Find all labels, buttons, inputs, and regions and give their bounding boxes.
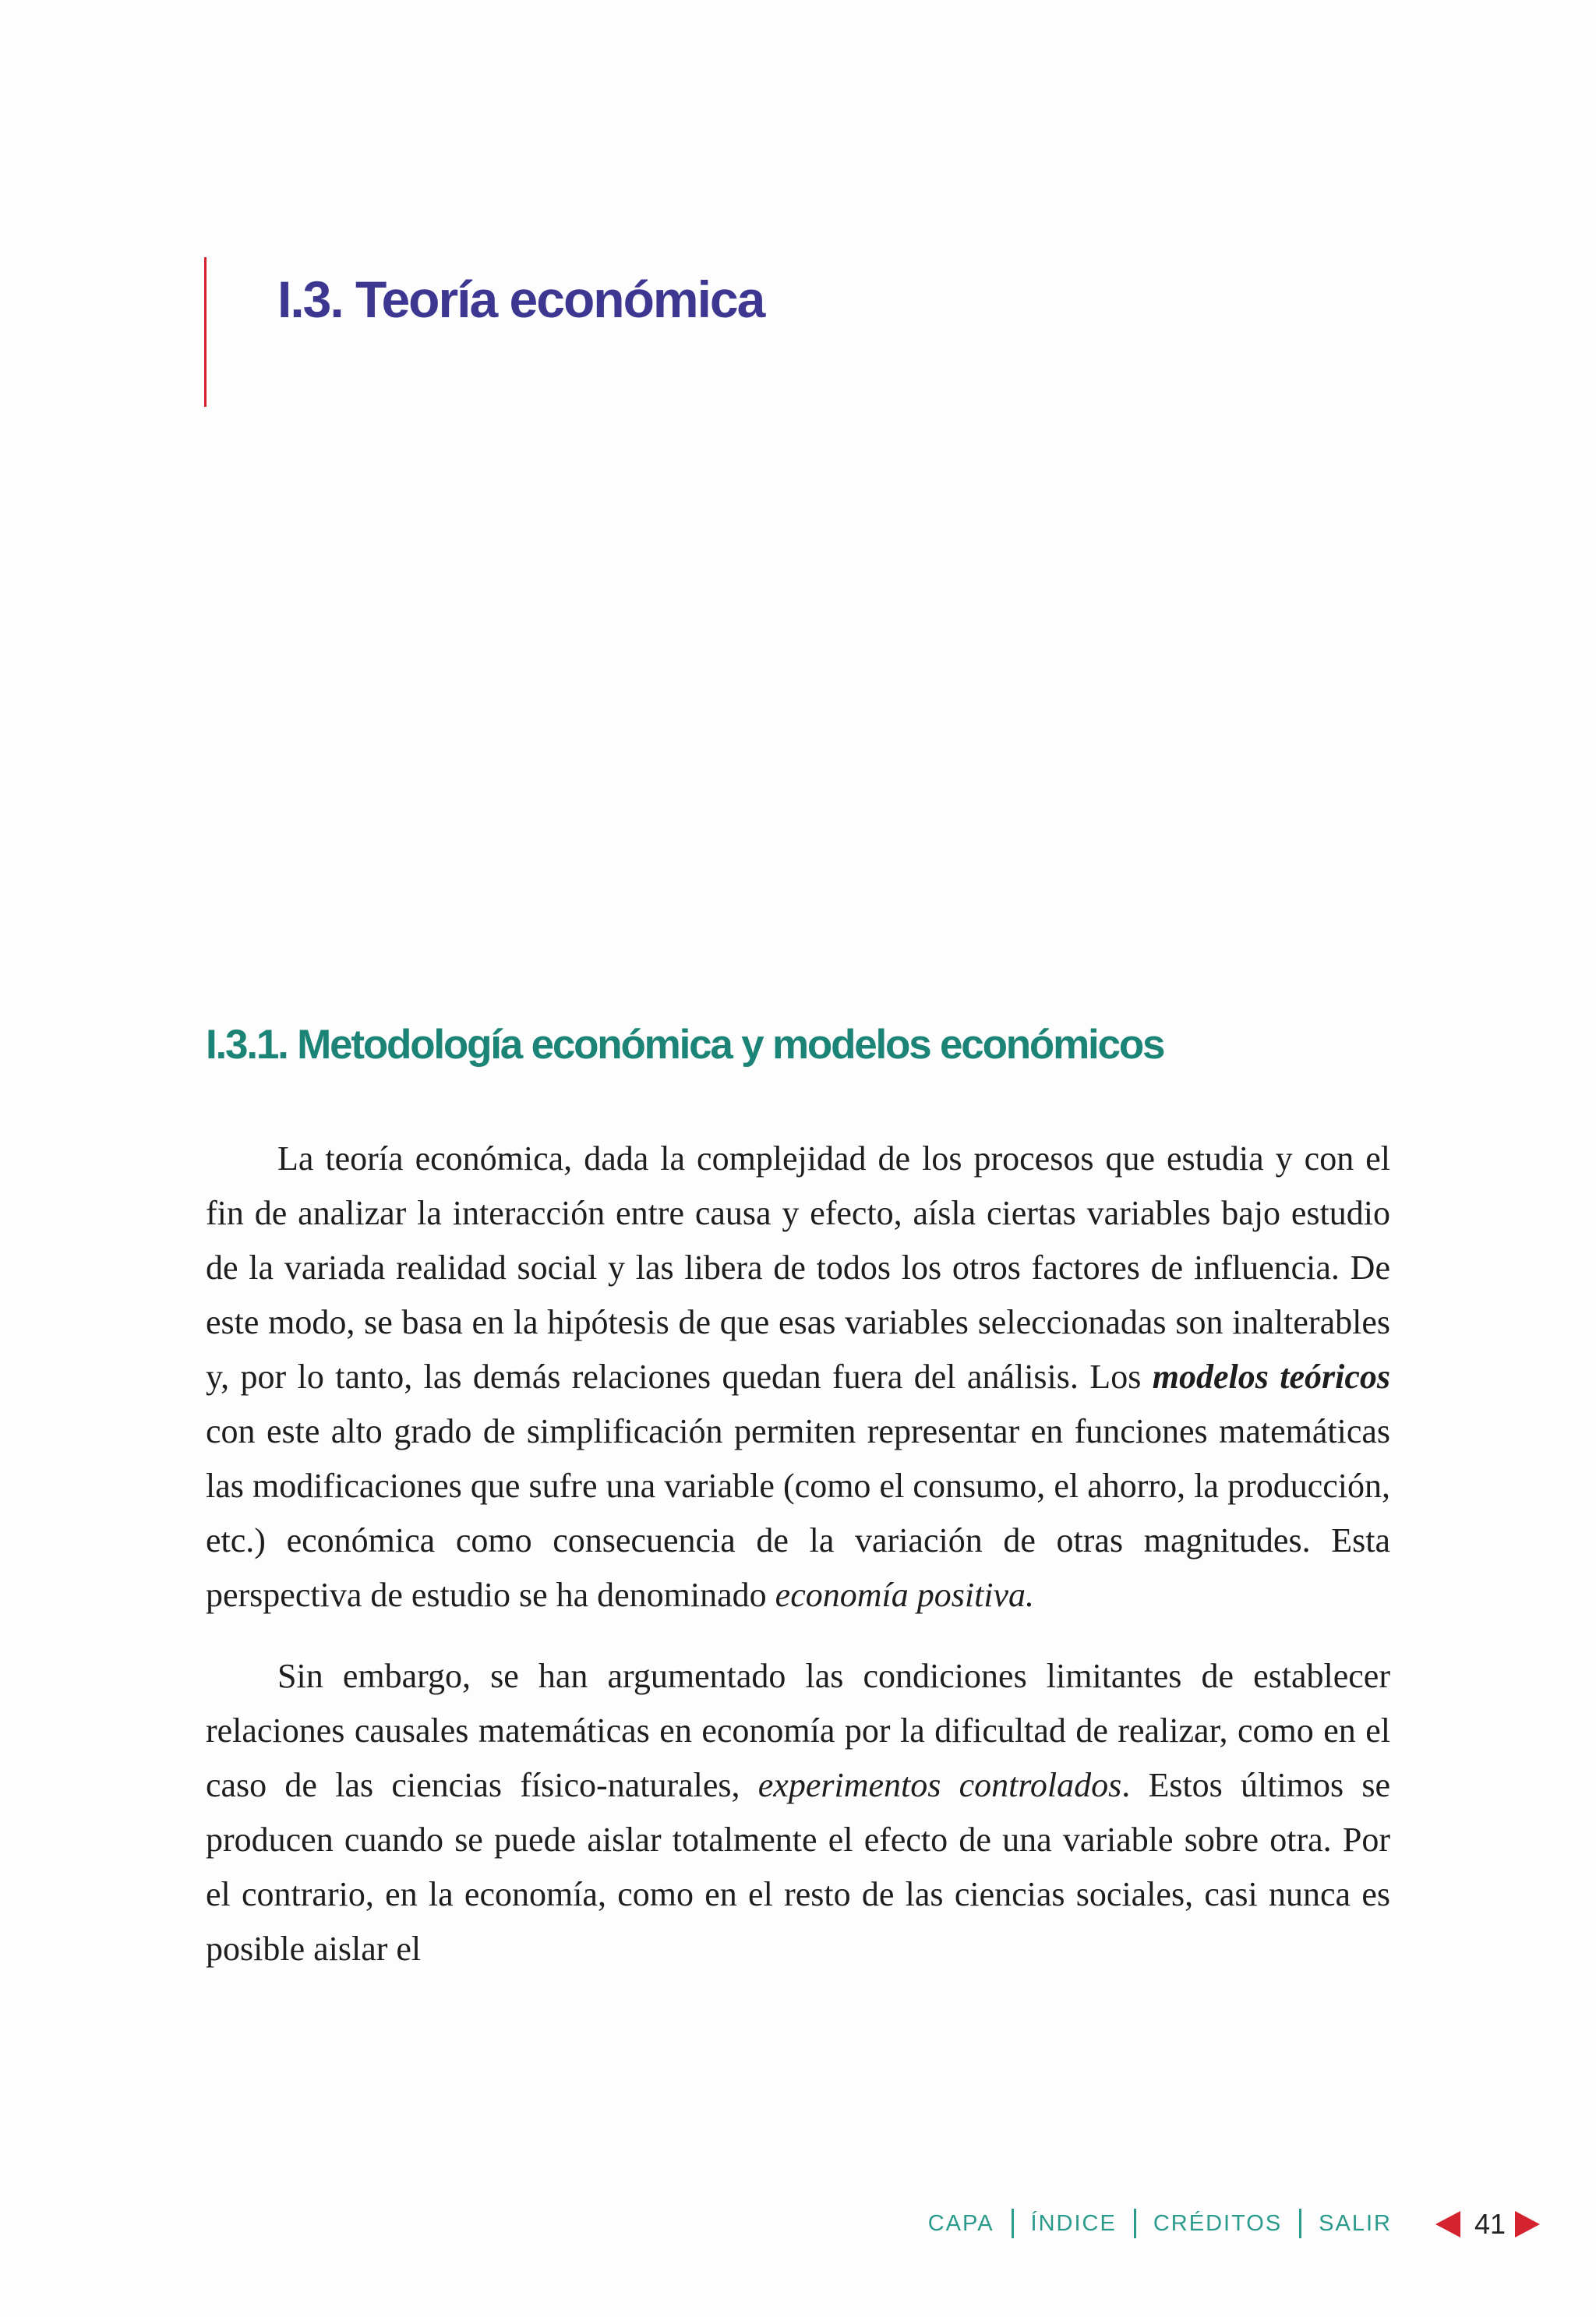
term-economia-positiva: economía positiva. [775,1576,1035,1614]
paragraph-2 [206,1649,1390,1976]
paragraph-1-text-c: con este alto grado de simplificación permiten representar en funciones matemáticas las modificaciones que sufre una variable (como el consumo, el ahorro, la producción, etc.) económica como consecuencia de la variación de otras magnitudes. Esta perspectiva de estudio se ha denominado [206,1412,1390,1614]
previous-page-icon[interactable] [1435,2211,1460,2238]
term-experimentos-controlados: experimentos controlados [757,1766,1122,1804]
page-number: 41 [1474,2208,1506,2240]
nav-separator [1134,2209,1136,2238]
term-modelos-teoricos: modelos teóricos [1152,1358,1391,1396]
nav-separator [1299,2209,1301,2238]
paragraph-2-text-a: Sin embargo, se han argumentado las condiciones limitantes de establecer relaciones causales matemáticas en economía por la dificultad de realizar, como en el caso de las ciencias físico-naturales, [206,1657,1390,1804]
paragraph-1-text-a: La teoría económica, dada la complejidad de los procesos que estudia y con el fin de analizar la interacción entre causa y efecto, aísla ciertas variables bajo estudio de la variada realidad social y las libera de todos los otros factores de influencia. De este modo, se basa en la hipótesis de que esas variables seleccionadas son inalterables y, por lo tanto, las demás relaciones quedan fuera del análisis. Los [206,1139,1390,1396]
next-page-icon[interactable] [1515,2211,1540,2238]
body-text [206,1132,1390,2003]
nav-link-capa[interactable]: CAPA [927,2210,994,2236]
footer-nav [928,2207,1392,2240]
nav-separator [1012,2209,1014,2238]
chapter-accent-bar [204,257,207,407]
nav-link-indice[interactable]: ÍNDICE [1030,2210,1117,2236]
nav-link-salir[interactable]: SALIR [1319,2210,1392,2236]
section-title: I.3.1. Metodología económica y modelos económicos [206,1022,1164,1068]
nav-link-creditos[interactable]: CRÉDITOS [1153,2210,1283,2236]
paragraph-2-text-c: . Estos últimos se producen cuando se puede aislar totalmente el efecto de una variable sobre otra. Por el contrario, en la economía, como en el resto de las ciencias sociales, casi nunca es posible aislar el [206,1766,1390,1968]
pager [1435,2205,1540,2244]
paragraph-1 [206,1132,1390,1623]
chapter-title: I.3. Teoría económica [277,270,764,328]
